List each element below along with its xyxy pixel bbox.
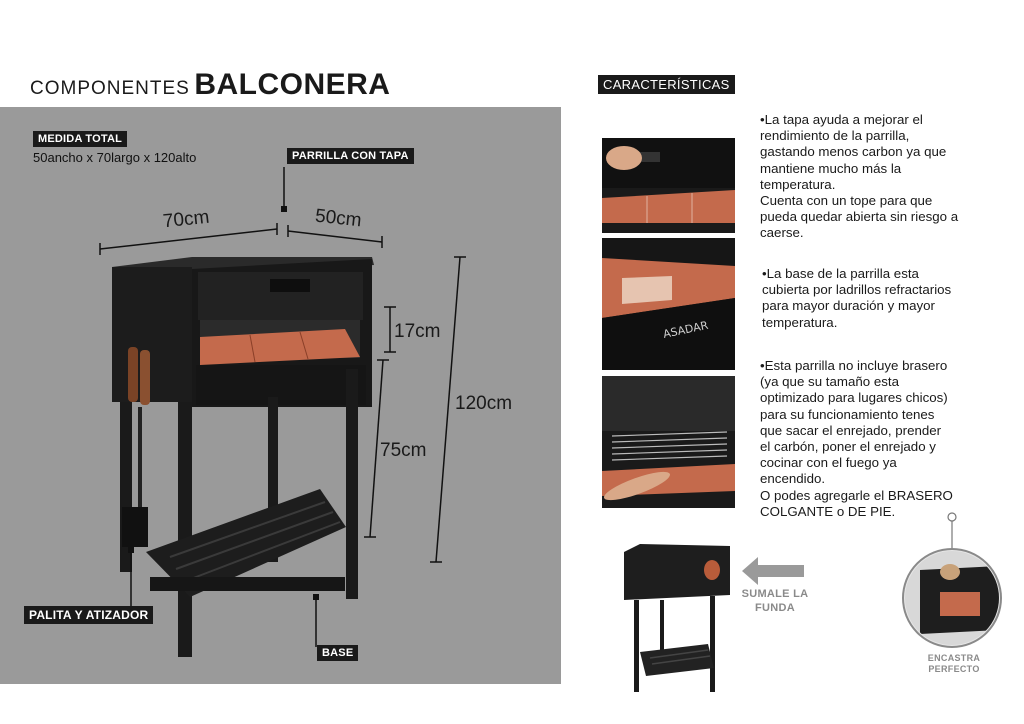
- measure-value: 50ancho x 70largo x 120alto: [33, 150, 197, 165]
- title-light: COMPONENTES: [30, 78, 190, 99]
- covered-grill-image: [620, 540, 735, 698]
- shovel-tag: PALITA Y ATIZADOR: [24, 606, 153, 624]
- dim-legs: 75cm: [380, 440, 427, 461]
- dim-width: 70cm: [161, 206, 211, 233]
- photo-lid: [602, 138, 735, 233]
- base-tag: BASE: [317, 645, 358, 661]
- brand-text: ASADAR: [661, 318, 710, 341]
- grill-tag: PARRILLA CON TAPA: [287, 148, 414, 164]
- title-bold: BALCONERA: [194, 68, 391, 101]
- characteristics-tag: CARACTERÍSTICAS: [598, 75, 735, 94]
- dim-opening: 17cm: [394, 321, 441, 342]
- page-title: [30, 68, 390, 102]
- cover-caption: SUMALE LA FUNDA: [741, 588, 809, 614]
- dim-depth: 50cm: [314, 205, 363, 232]
- photo-grate: [602, 376, 735, 508]
- fit-detail-image: [900, 510, 1004, 650]
- measure-tag: MEDIDA TOTAL: [33, 131, 127, 147]
- dim-total: 120cm: [455, 393, 513, 414]
- feature-3-text: •Esta parrilla no incluye brasero (ya que su tamaño esta optimizado para lugares chicos) para su funcionamiento tenes que sacar el enrejado, prender el carbón, poner el enrejado y cocinar con el fuego ya encendido. O podes agregarle el BRASERO COLGANTE o DE PIE.: [760, 358, 953, 519]
- feature-1-text: •La tapa ayuda a mejorar el rendimiento de la parrilla, gastando menos carbon ya que mantiene mucho más la temperatura. Cuenta con un tope para que pueda quedar abierta sin riesgo a caerse.: [760, 112, 959, 241]
- arrow-left-icon: [742, 557, 804, 585]
- fit-caption: ENCASTRA PERFECTO: [927, 653, 981, 674]
- feature-2-text: •La base de la parrilla esta cubierta por ladrillos refractarios para mayor duración y mayor temperatura.: [762, 266, 952, 330]
- photo-bricks: [602, 238, 735, 370]
